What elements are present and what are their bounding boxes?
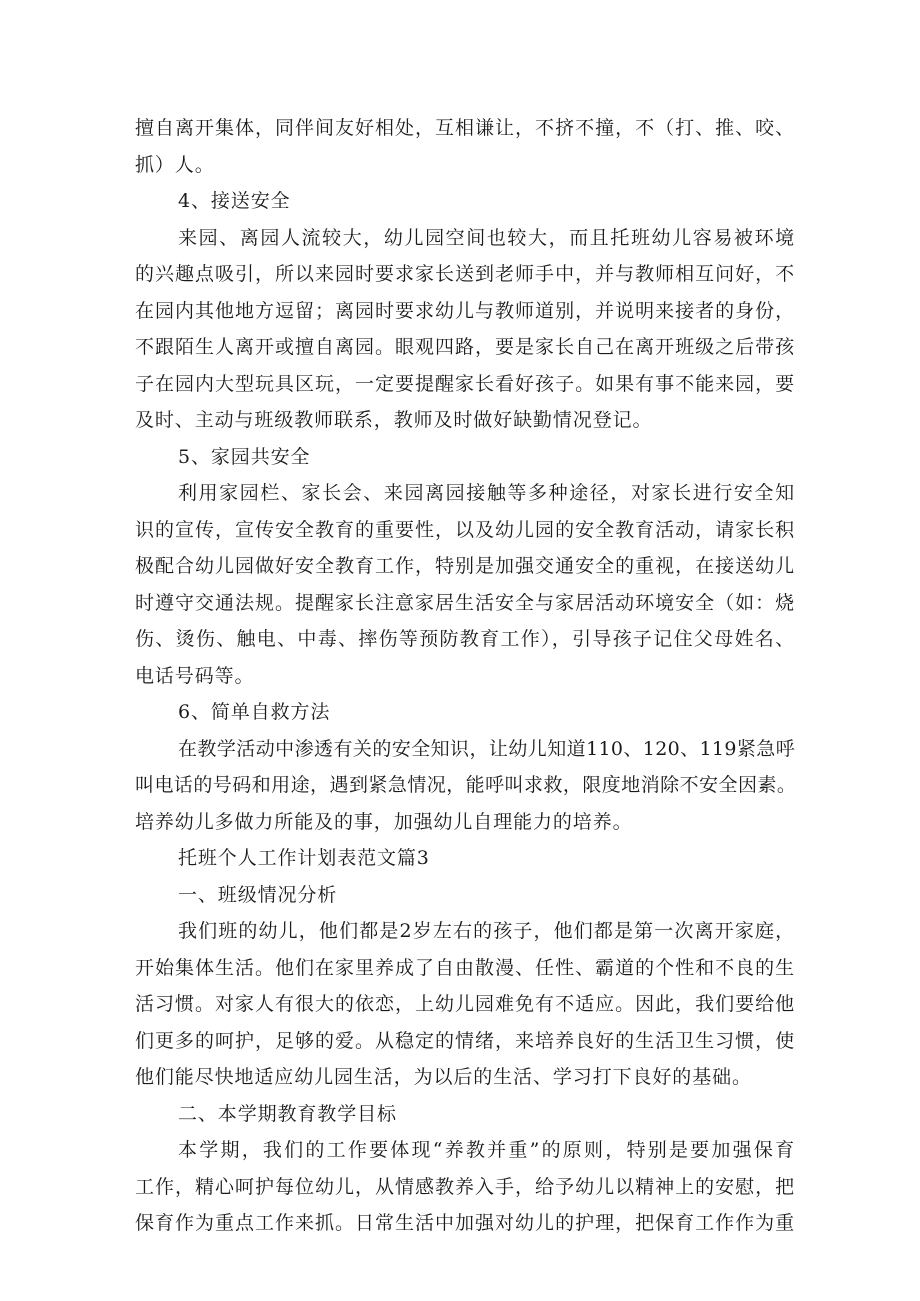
text-line: 不跟陌生人离开或擅自离园。眼观四路，要是家长自己在离开班级之后带孩: [135, 336, 795, 358]
text-line: 识的宣传，宣传安全教育的重要性，以及幼儿园的安全教育活动，请家长积: [135, 519, 795, 541]
text-line: 极配合幼儿园做好安全教育工作，特别是加强交通安全的重视，在接送幼儿: [135, 555, 795, 577]
text-line: 本学期，我们的工作要体现“养教并重”的原则，特别是要加强保育: [178, 1139, 795, 1161]
text-line: 在教学活动中渗透有关的安全知识，让幼儿知道110、120、119紧急呼: [178, 738, 795, 760]
text-line: 电话号码等。: [135, 665, 255, 687]
text-line: 来园、离园人流较大，幼儿园空间也较大，而且托班幼儿容易被环境: [178, 227, 795, 249]
section-heading: 4、接送安全: [178, 190, 291, 212]
section-heading: 二、本学期教育教学目标: [178, 1103, 397, 1125]
document-subtitle: 托班个人工作计划表范文篇3: [178, 847, 430, 869]
text-line: 的兴趣点吸引，所以来园时要求家长送到老师手中，并与教师相互问好，不: [135, 263, 795, 285]
text-line: 开始集体生活。他们在家里养成了自由散漫、任性、霸道的个性和不良的生: [135, 957, 795, 979]
text-line: 工作，精心呵护每位幼儿，从情感教养入手，给予幼儿以精神上的安慰，把: [135, 1176, 795, 1198]
text-line: 活习惯。对家人有很大的依恋，上幼儿园难免有不适应。因此，我们要给他: [135, 993, 795, 1015]
text-line: 在园内其他地方逗留；离园时要求幼儿与教师道别，并说明来接者的身份，: [135, 300, 795, 322]
text-line: 及时、主动与班级教师联系，教师及时做好缺勤情况登记。: [135, 409, 653, 431]
text-line: 我们班的幼儿，他们都是2岁左右的孩子，他们都是第一次离开家庭，: [178, 920, 795, 942]
text-line: 子在园内大型玩具区玩，一定要提醒家长看好孩子。如果有事不能来园，要: [135, 373, 795, 395]
text-line: 们更多的呵护，足够的爱。从稳定的情绪，来培养良好的生活卫生习惯，使: [135, 1030, 795, 1052]
text-line: 利用家园栏、家长会、来园离园接触等多种途径，对家长进行安全知: [178, 482, 795, 504]
text-line: 擅自离开集体，同伴间友好相处，互相谦让，不挤不撞，不（打、推、咬、: [135, 117, 795, 139]
text-line: 叫电话的号码和用途，遇到紧急情况，能呼叫求救，限度地消除不安全因素。: [135, 774, 797, 796]
text-line: 培养幼儿多做力所能及的事，加强幼儿自理能力的培养。: [135, 811, 633, 833]
text-line: 时遵守交通法规。提醒家长注意家居生活安全与家居活动环境安全（如：烧: [135, 592, 795, 614]
text-line: 伤、烫伤、触电、中毒、摔伤等预防教育工作），引导孩子记住父母姓名、: [135, 628, 795, 650]
text-line: 抓）人。: [135, 154, 215, 176]
section-heading: 5、家园共安全: [178, 446, 311, 468]
text-line: 保育作为重点工作来抓。日常生活中加强对幼儿的护理，把保育工作作为重: [135, 1212, 795, 1234]
text-line: 他们能尽快地适应幼儿园生活，为以后的生活、学习打下良好的基础。: [135, 1066, 752, 1088]
section-heading: 一、班级情况分析: [178, 884, 338, 906]
section-heading: 6、简单自救方法: [178, 701, 331, 723]
